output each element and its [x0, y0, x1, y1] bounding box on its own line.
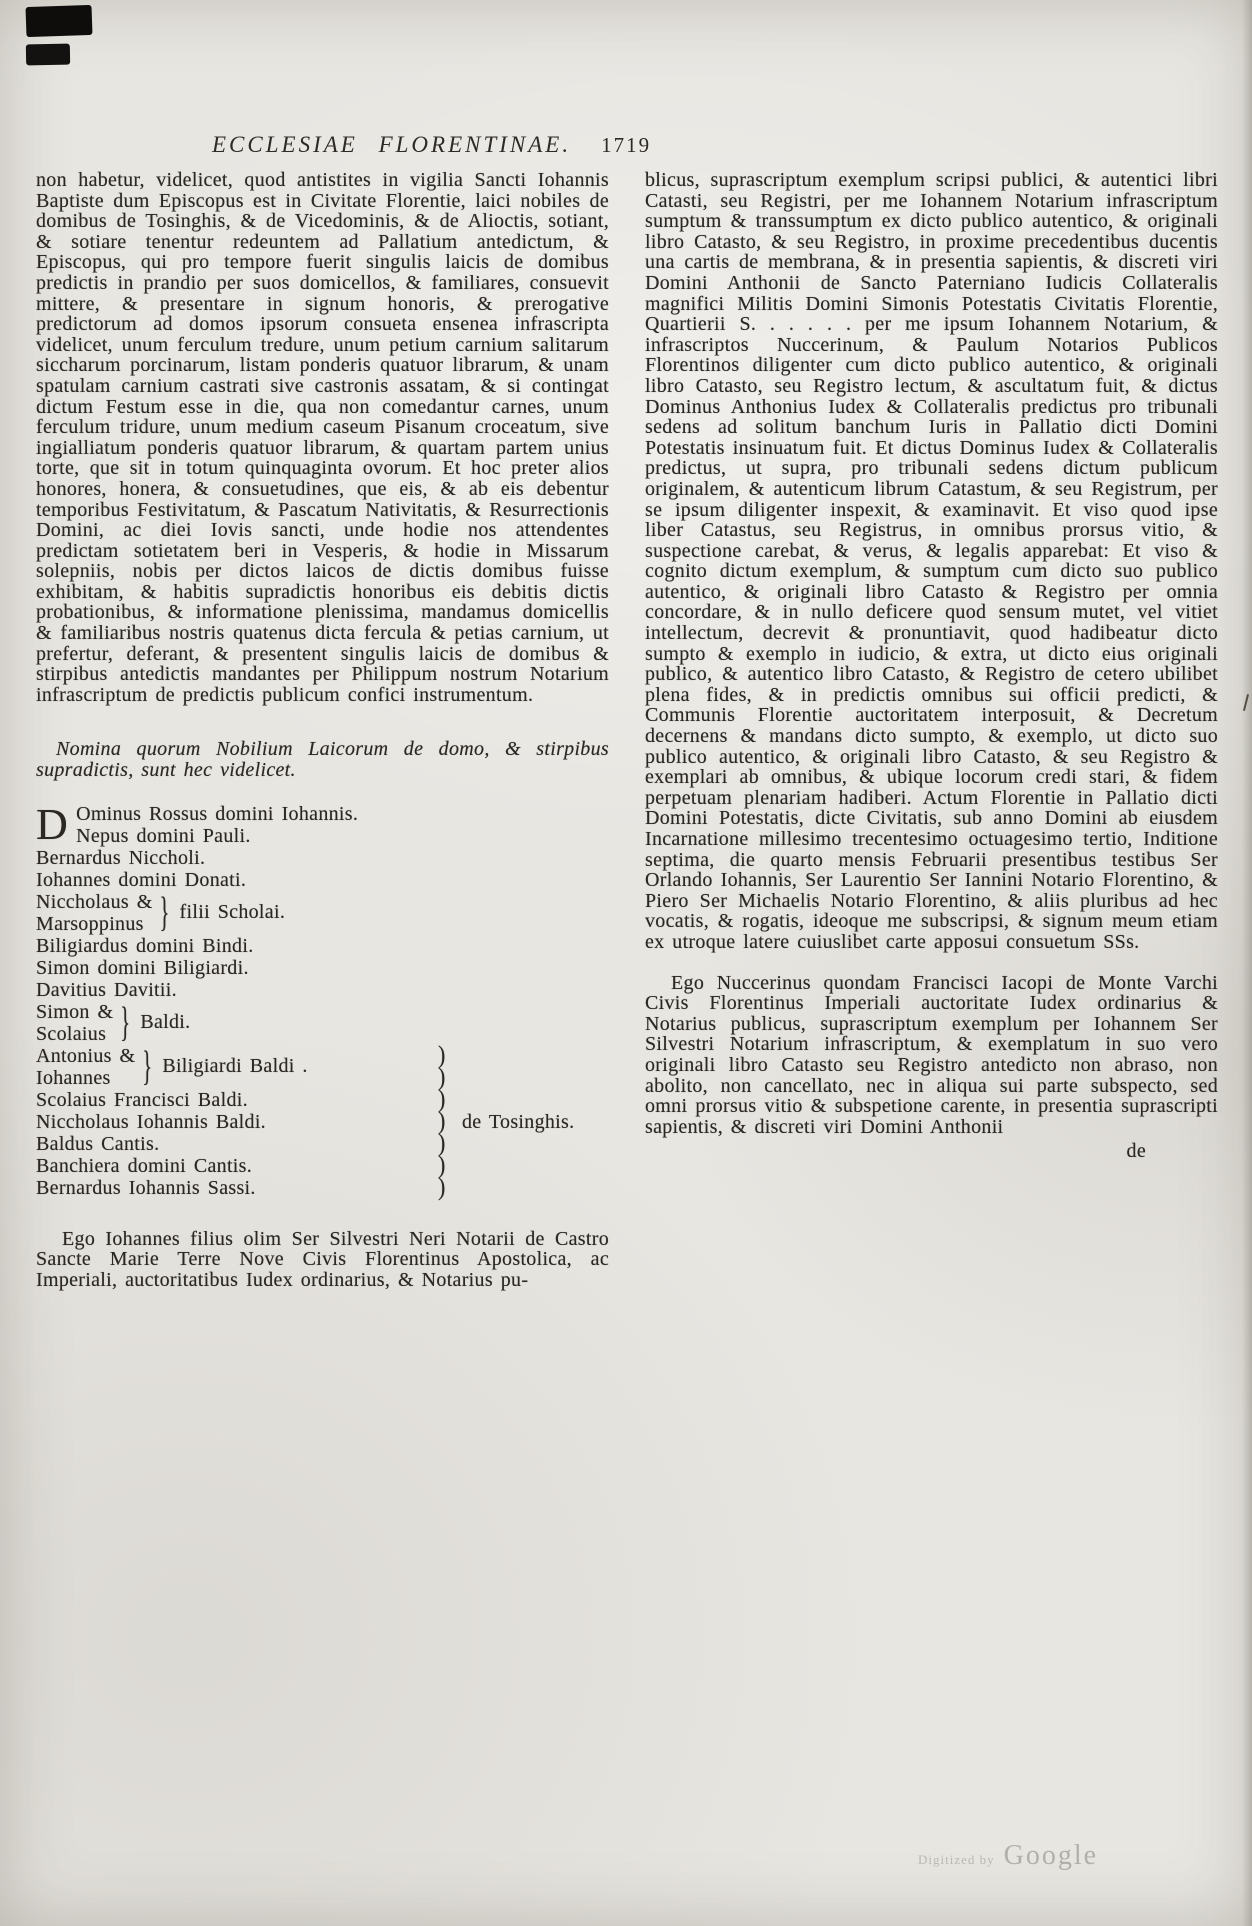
scan-edge-shade	[1242, 0, 1252, 1926]
name-list-row: Bernardus Iohannis Sassi. )	[36, 1171, 446, 1201]
ink-blot-mark	[26, 44, 70, 66]
right-brace: )	[438, 1039, 446, 1069]
name-list-row: Marsoppinus	[36, 912, 144, 935]
name-list-row: Niccholaus Iohannis Baldi. ) de Tosinghis.	[36, 1105, 575, 1135]
right-brace: )	[438, 1127, 446, 1157]
name-list-row: Biligiardus domini Bindi.	[36, 934, 254, 957]
running-head	[0, 132, 1252, 158]
name-list-row: Baldus Cantis. )	[36, 1127, 446, 1157]
name-list-row: Ominus Rossus domini Iohannis.	[76, 802, 359, 825]
name-list-row: Simon & } Baldi.	[36, 1000, 191, 1046]
name-list-row: Scolaius Francisci Baldi. )	[36, 1083, 446, 1113]
left-paragraph-2: Ego Iohannes filius olim Ser Silvestri Neri Notarii de Castro Sancte Marie Terre Nove Civis Florentinus Apostolica, ac Imperiali, auctoritatibus Iudex ordinarius, & Notarius pu-	[36, 1227, 609, 1291]
name-list-row: Bernardus Niccholi.	[36, 846, 206, 869]
name-list-row: Nepus domini Pauli.	[76, 824, 251, 847]
ink-blot-mark	[25, 5, 92, 37]
right-column	[645, 170, 1218, 1290]
left-column	[36, 170, 609, 1290]
right-paragraph-1: blicus, suprascriptum exemplum scripsi publici, & autentici libri Catasti, seu Registri, per me Iohannem Notarium infrascriptum sumptum & transsumptum ex dicto publico autentico, & originali libro Catasto, & seu Registro, in proxime precedentibus ducentis una cartis de membrana, & in presentia sapientis, & discreti viri Domini Anthonii de Sancto Paterniano Iudicis Collateralis magnifici Militis Domini Simonis Potestatis Civitatis Florentie, Quartierii S. . . . . . per me ipsum Iohannem Notarium, & infrascriptos Nuccerinum, & Paulum Notarios Publicos Florentinos diligenter cum dicto publico autentico, & originali libro Catasto, seu Registro lectum, & ascultatum fuit, & dictus Dominus Anthonius Iudex & Collateralis predictus pro tribunali sedens ad solitum banchum Iuris in Pallatio dicti Domini Potestatis insinuatum fuit. Et dictus Dominus Iudex & Collateralis predictus, ut supra, pro tribunali sedens dictum publicum originalem, & autenticum librum Catastum, & seu Registrum, per se ipsum diligenter inspexit, & examinavit. Et viso quod ipse liber Catastus, seu Registrus, in omnibus prorsus vitio, & suspectione carebat, & verus, & legalis apparebat: Et viso & cognito dictum exemplum, & sumptum cum dicto suo publico autentico, & originali libro Catasto & Registro per omnia concordare, & in nullo deficere quod sensum mutet, vel vitiet intellectum, decrevit & pronuntiavit, quod hadibeatur dicto sumpto & exemplo in iudicio, & extra, ut dicto eius originali publico, & autentico libro Catasto, & Registro de cetero ubilibet plena fides, & in predictis omnibus sui officii predicti, & Communis Florentie auctoritatem interposuit, & Decretum decernens & mandans dicto sumpto, & exemplo, ut dicto suo publico autentico, & originali libro Catasto, & seu Registro & exemplari ab omnibus, & ubique locorum credi stari, & fidem perpetuam plenariam hadiberi. Actum Florentie in Pallatio dicti Domini Potestatis, dicte Civitatis, sub anno Domini ab eiusdem Incarnatione millesimo trecentesimo octuagesimo tertio, Inditione septima, die quarto mensis Februarii presentibus testibus Ser Orlando Iohannis, Ser Laurentio Ser Iannini Notario Florentino, & Piero Ser Michaelis Notario Florentino, & aliis pluribus ad hec vocatis, & rogatis, ideoque me subscripsi, & signum meum etiam ex utroque latere cuiuslibet carte apposui consuetum SSs.	[645, 169, 1218, 953]
right-brace: )	[438, 1149, 446, 1179]
right-brace: )	[438, 1083, 446, 1113]
name-list-row: Niccholaus & } filii Scholai.	[36, 890, 286, 936]
brace: }	[120, 1000, 131, 1046]
names-heading: Nomina quorum Nobilium Laicorum de domo, & stirpibus supradictis, sunt hec videlicet.	[36, 738, 609, 782]
text-columns	[36, 170, 1218, 1290]
right-brace: )	[438, 1171, 446, 1201]
right-paragraph-2: Ego Nuccerinus quondam Francisci Iacopi de Monte Varchi Civis Florentinus Imperiali auctoritate Iudex ordinarius & Notarius publicus, suprascriptum exemplum per Iohannem Ser Silvestri Notarium infrascriptum, & exemplatum in suo vero originali libro Catasto seu Registro antedicto non abraso, non abolito, non cancellato, nec in aliqua sui parte subspecto, sed omni prorsus vitio & subspetione carente, in presentia suprascripti sapientis, & discreti viri Domini Anthonii	[645, 971, 1218, 1138]
dropcap-initial: D	[36, 799, 69, 849]
brace: }	[159, 890, 170, 936]
page-number: 1719	[601, 133, 652, 157]
right-brace: )	[438, 1061, 446, 1091]
right-brace: )	[438, 1105, 446, 1135]
name-list-row: Banchiera domini Cantis. )	[36, 1149, 446, 1179]
brace: }	[142, 1044, 153, 1090]
google-logo-text: Google	[1003, 1840, 1099, 1871]
group-label: de Tosinghis.	[462, 1110, 575, 1133]
name-list-row: Iohannes domini Donati.	[36, 868, 247, 891]
digitized-by-google-watermark	[918, 1840, 1098, 1872]
watermark-prefix: Digitized by	[918, 1852, 995, 1867]
name-list-row: Davitius Davitii.	[36, 978, 177, 1001]
left-paragraph-1: non habetur, videlicet, quod antistites in vigilia Sancti Iohannis Baptiste dum Episcopus est in Civitate Florentie, laici nobiles de domibus de Tosinghis, & de Vicedominis, & de Alioctis, sotiant, & sotiare tenentur redeuntem ad Pallatium antedictum, & Episcopus, qui pro tempore fuerit singulis laicis de domibus predictis in prandio per suos domicellos, & familiares, consuevit mittere, & presentare in signum honoris, & prerogative predictorum ad domos ipsorum consueta ensenea infrascripta videlicet, unum ferculum tredure, unum petium carnium salitarum siccharum porcinarum, listam ponderis quatuor librarum, & unam spatulam carnium castrati sive castronis assatam, & si contingat dictum Festum esse in die, qua non comedantur carnes, unum ferculum tridure, unum medium caseum Pisanum croceatum, sive ingialliatum ponderis quatuor librarum, & quartam partem unius torte, que sit in totum quinquaginta ovorum. Et hoc preter alios honores, honera, & consuetudines, que eis, & ab eis debentur temporibus Festivitatum, & Pascatum Nativitatis, & Resurrectionis Domini, ac diei Iovis sancti, unde hodie nos attendentes predictam sotietatem beri in Vesperis, & hodie in Missarum solepniis, nobis per dictos laicos de dictis domibus fuisse exhibitam, & habitis supradictis honoribus eis debitis dictis probationibus, & informatione plenissima, mandamus domicellis & familiaribus nostris quatenus dicta fercula & petias carnium, ut prefertur, deferant, & presentent singulis laicis de domibus & stirpibus antedictis mandantes per Philippum nostrum Notarium infrascriptum de predictis publicum confici instrumentum.	[36, 169, 609, 706]
name-list-row: Antonius & } Biligiardi Baldi . )	[36, 1039, 446, 1090]
catchword: de	[1126, 1140, 1146, 1163]
name-list-row: Iohannes )	[36, 1061, 446, 1091]
name-list-row: Scolaius	[36, 1022, 107, 1045]
page-title: ECCLESIAE FLORENTINAE.	[212, 132, 572, 157]
names-list	[36, 799, 609, 1201]
name-list-row: Simon domini Biligiardi.	[36, 956, 249, 979]
